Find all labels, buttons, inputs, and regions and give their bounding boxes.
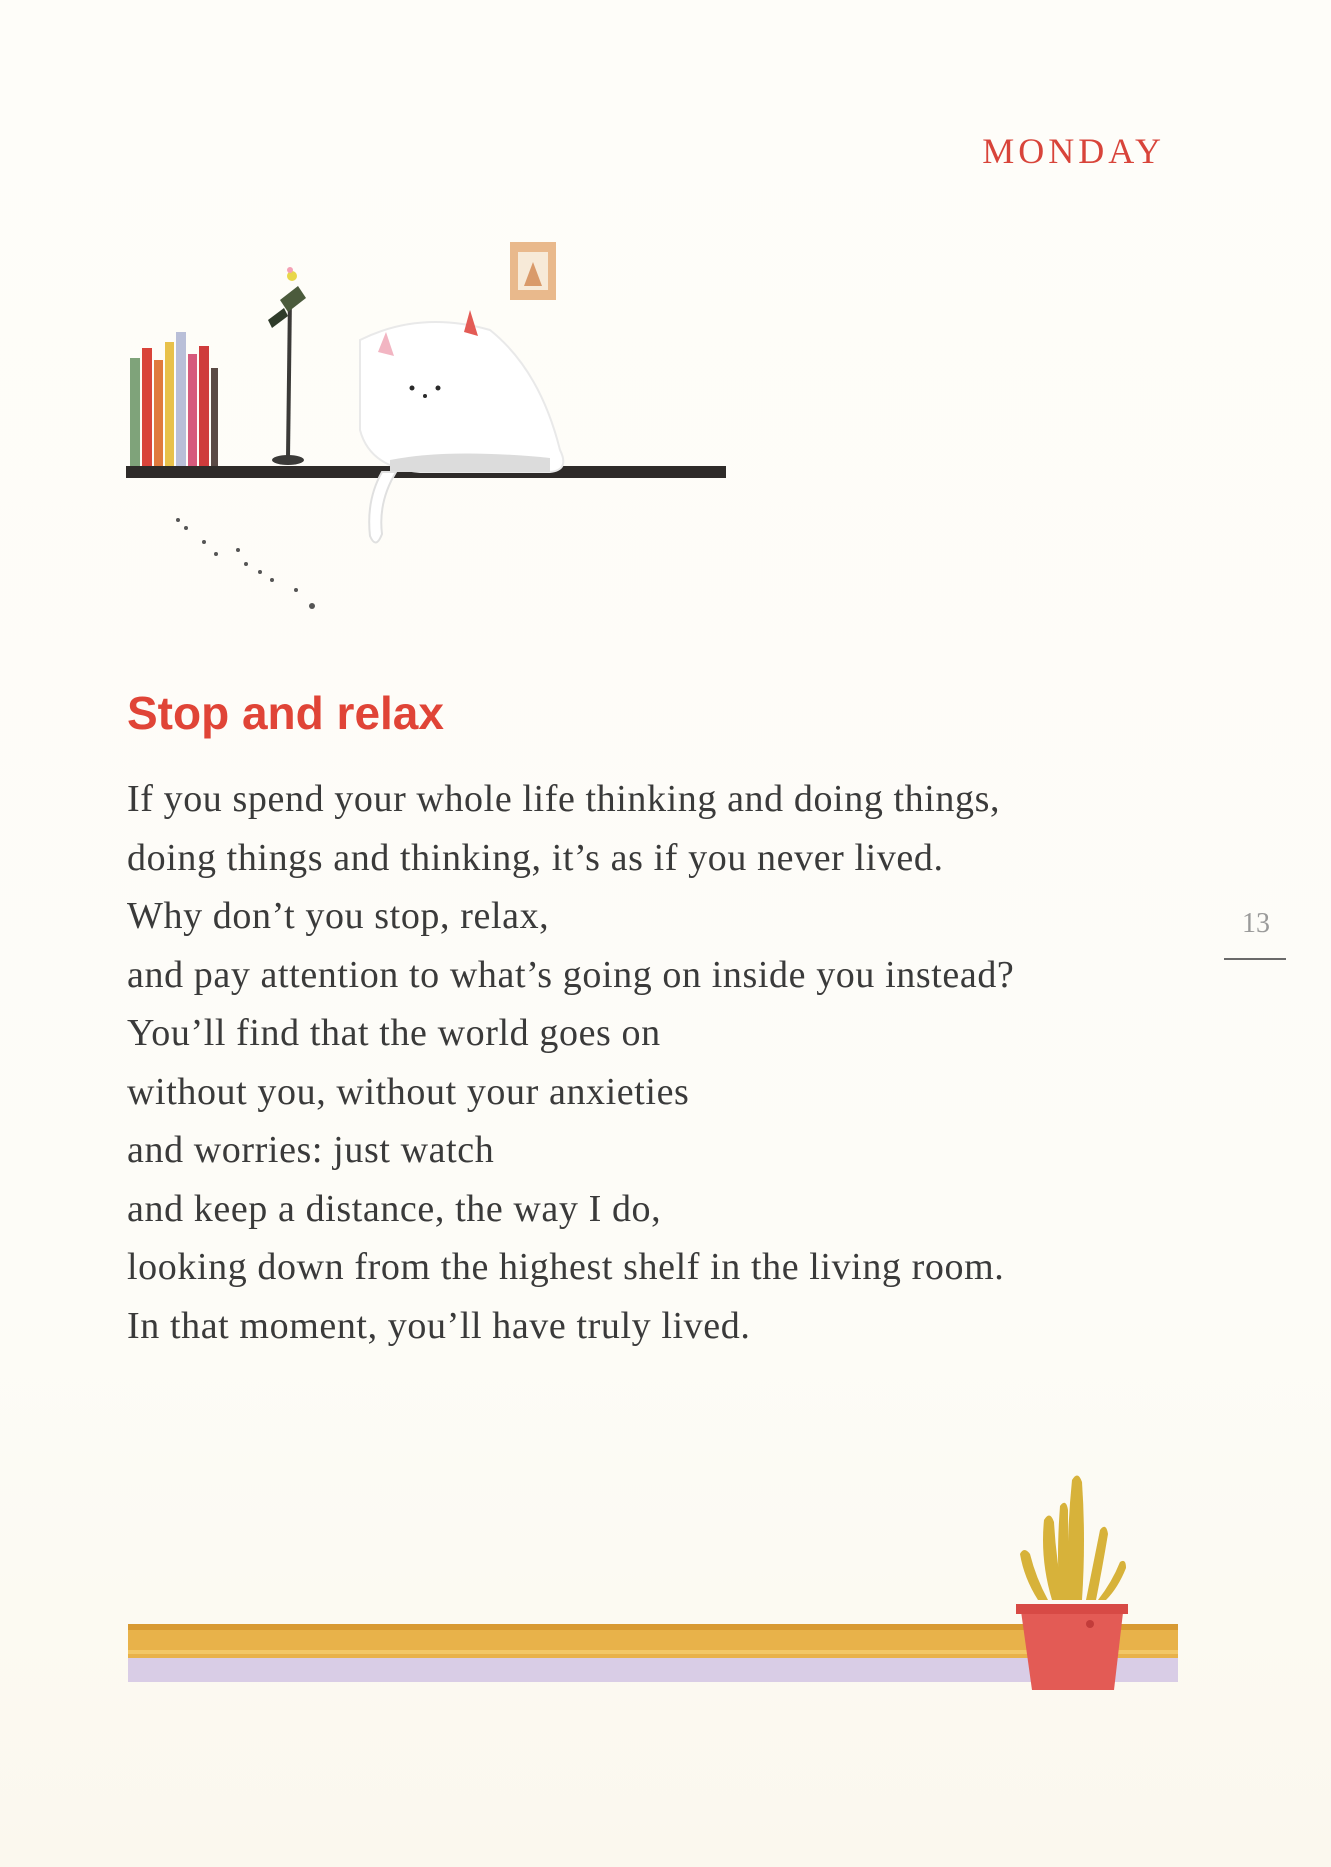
day-heading: MONDAY <box>982 131 1165 171</box>
poem-line: looking down from the highest shelf in the living room. <box>127 1246 1005 1288</box>
poem-line: without you, without your anxieties <box>127 1070 690 1113</box>
page-number-rule <box>1224 958 1286 960</box>
poem-line: and worries: just watch <box>127 1129 495 1171</box>
poem-line: If you spend your whole life thinking and doing things, <box>127 778 1001 820</box>
picture-frame-icon <box>510 242 556 300</box>
poem-line: doing things and thinking, it’s as if you never lived. <box>127 836 944 879</box>
poem-text <box>127 770 1127 1355</box>
lamp-icon <box>268 267 306 465</box>
page-number: 13 <box>1242 908 1270 939</box>
poem-line: and keep a distance, the way I do, <box>127 1187 662 1230</box>
plant-pot-icon <box>1016 1604 1128 1690</box>
paw-prints-icon <box>176 518 315 609</box>
books-icon <box>130 332 218 466</box>
poem-line: In that moment, you’ll have truly lived. <box>127 1304 751 1347</box>
cat-on-shelf-illustration <box>120 220 740 640</box>
article-title: Stop and relax <box>127 687 444 739</box>
poem-line: Why don’t you stop, relax, <box>127 895 550 937</box>
poem-line: and pay attention to what’s going on inside you instead? <box>127 953 1015 996</box>
cactus-icon <box>1020 1475 1126 1600</box>
poem-line: You’ll find that the world goes on <box>127 1012 661 1054</box>
cactus-shelf-illustration <box>120 1450 1180 1710</box>
cat-icon <box>360 310 563 543</box>
